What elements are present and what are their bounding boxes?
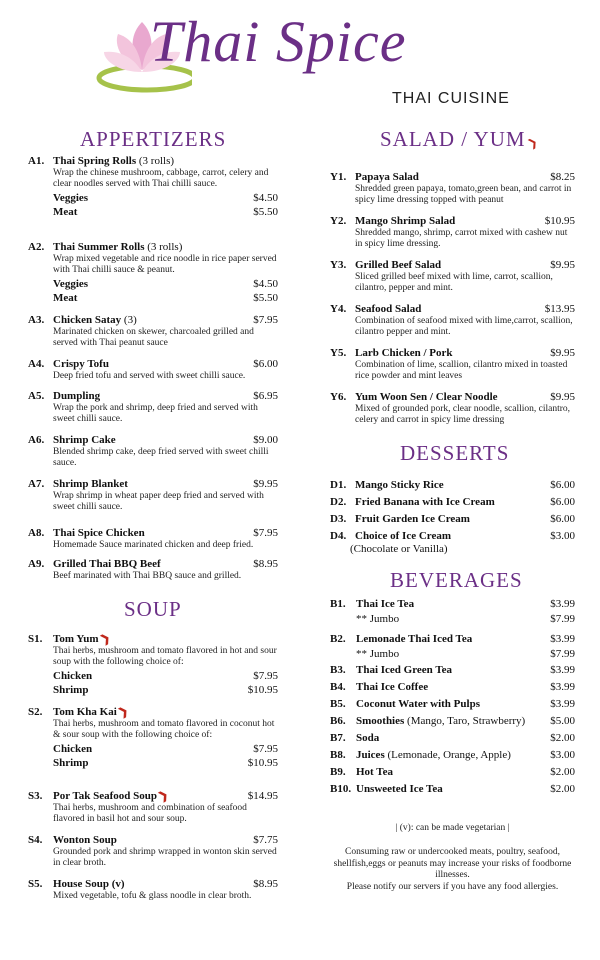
item-price: $3.99 — [550, 664, 575, 676]
item-name-note: (Lemonade, Orange, Apple) — [384, 749, 511, 761]
item-description: Wrap shrimp in wheat paper deep fried and served with sweet chilli sauce. — [53, 490, 264, 512]
item-price: $10.95 — [544, 215, 575, 227]
item-name-text: House Soup (v) — [53, 878, 125, 890]
item-description: Blended shrimp cake, deep fried served with sweet chilli sauce. — [53, 446, 269, 468]
item-code: B8. — [330, 749, 346, 761]
item-name-text: Papaya Salad — [355, 171, 419, 183]
appetizers-heading: APPERTIZERS — [80, 127, 227, 151]
item-name — [53, 834, 253, 847]
item-name — [356, 664, 550, 677]
soup-heading: SOUP — [124, 597, 182, 621]
beverage-item — [330, 633, 575, 660]
item-code: B6. — [330, 715, 346, 727]
soup-item-header — [28, 878, 278, 891]
item-name-text: Wonton Soup — [53, 834, 117, 846]
item-description: Thai herbs, mushroom and tomato flavored in coconut hot & sour soup with the following choice of: — [53, 718, 275, 740]
item-code: A6. — [28, 434, 45, 446]
item-name — [356, 715, 550, 728]
item-code: Y3. — [330, 259, 347, 271]
beverage-item-header — [330, 698, 575, 711]
soup-item — [28, 878, 278, 902]
item-price: $9.95 — [550, 259, 575, 271]
item-price: $6.00 — [550, 513, 575, 525]
item-code: A3. — [28, 314, 45, 326]
item-description: Deep fried tofu and served with sweet chilli sauce. — [53, 370, 246, 381]
item-code: Y6. — [330, 391, 347, 403]
item-code: B9. — [330, 766, 346, 778]
item-price: $2.00 — [550, 766, 575, 778]
item-code: A2. — [28, 241, 45, 253]
item-name-text: Hot Tea — [356, 766, 393, 778]
item-price: $2.00 — [550, 732, 575, 744]
item-code: B1. — [330, 598, 346, 610]
item-code: S1. — [28, 633, 43, 645]
item-name — [356, 633, 550, 646]
item-description: Mixed of grounded pork, clear noodle, scallion, cilantro, celery and carrot in spicy lime dressing — [355, 403, 571, 425]
beverage-item — [330, 664, 575, 677]
beverage-item — [330, 732, 575, 745]
item-price: $6.00 — [550, 496, 575, 508]
item-name-text: Seafood Salad — [355, 303, 422, 315]
item-name-text: Grilled Beef Salad — [355, 259, 442, 271]
item-price: $6.00 — [550, 479, 575, 491]
item-price: $3.99 — [550, 698, 575, 710]
soup-list — [28, 0, 278, 960]
soup-item — [28, 834, 278, 870]
brand-title: Thai Spice — [150, 9, 407, 74]
option-price: $7.95 — [253, 669, 278, 682]
item-price: $6.95 — [253, 390, 278, 402]
beverage-item — [330, 698, 575, 711]
item-price: $8.95 — [253, 878, 278, 890]
item-price: $9.95 — [550, 347, 575, 359]
item-name — [356, 783, 550, 796]
soup-item-header — [28, 834, 278, 847]
option-price: $10.95 — [247, 683, 278, 696]
option-label: Shrimp — [53, 756, 89, 769]
option-label: Chicken — [53, 669, 93, 682]
item-price: $8.25 — [550, 171, 575, 183]
option-label: Meat — [53, 205, 78, 218]
item-price: $13.95 — [544, 303, 575, 315]
item-name-text: Thai Summer Rolls — [53, 241, 145, 253]
beverage-item-header — [330, 715, 575, 728]
option-price: $4.50 — [253, 277, 278, 290]
item-option — [28, 669, 278, 683]
item-code: Y4. — [330, 303, 347, 315]
item-code: B10. — [330, 783, 352, 795]
item-code: D1. — [330, 479, 347, 491]
item-code: D2. — [330, 496, 347, 508]
item-name: Mango Sticky Rice — [355, 479, 444, 491]
item-code: A1. — [28, 155, 45, 167]
item-price: $9.00 — [253, 434, 278, 446]
chili-pepper-icon: ❯ — [156, 788, 171, 804]
item-price: $6.00 — [253, 358, 278, 370]
size-price: $7.99 — [550, 647, 575, 660]
option-label: Shrimp — [53, 683, 89, 696]
vegetarian-note: | (v): can be made vegetarian | — [395, 823, 510, 833]
option-label: Chicken — [53, 742, 93, 755]
item-description: Mixed vegetable, tofu & glass noodle in clear broth. — [53, 890, 252, 901]
item-name — [356, 681, 550, 694]
item-name-text: Thai Spice Chicken — [53, 527, 145, 539]
beverage-item — [330, 749, 575, 762]
item-name-text: Grilled Thai BBQ Beef — [53, 558, 161, 570]
brand-subtitle: THAI CUISINE — [392, 90, 510, 107]
option-label: Meat — [53, 291, 78, 304]
chili-pepper-icon: ❯ — [116, 704, 131, 720]
item-code: A4. — [28, 358, 45, 370]
item-name-note: (3 rolls) — [144, 241, 183, 253]
chili-pepper-icon: ❯ — [98, 631, 113, 647]
option-label: Veggies — [53, 191, 89, 204]
item-name: Fruit Garden Ice Cream — [355, 513, 470, 525]
item-price: $9.95 — [253, 478, 278, 490]
beverage-item-header — [330, 783, 575, 796]
item-name — [356, 749, 550, 762]
beverage-item — [330, 715, 575, 728]
item-description: Wrap the pork and shrimp, deep fried and served with sweet chilli sauce. — [53, 402, 258, 424]
item-description: Wrap mixed vegetable and rice noodle in rice paper served with Thai chilli sauce & peanut. — [53, 253, 277, 275]
item-code: Y2. — [330, 215, 347, 227]
beverage-item — [330, 766, 575, 779]
item-description: Grounded pork and shrimp wrapped in wonton skin served in clear broth. — [53, 846, 277, 868]
item-description: Wrap the chinese mushroom, cabbage, carrot, celery and clear noodles served with Thai chilli sauce. — [53, 167, 269, 189]
beverage-item-header — [330, 633, 575, 646]
item-code: S5. — [28, 878, 43, 890]
item-name-text: Mango Shrimp Salad — [355, 215, 456, 227]
allergy-notice: Please notify our servers if you have any food allergies. — [346, 882, 559, 892]
soup-item — [28, 706, 278, 770]
item-code: Y5. — [330, 347, 347, 359]
item-description: Thai herbs, mushroom and tomato flavored in hot and sour soup with the following choice of: — [53, 645, 277, 667]
item-name-text: Smoothies — [356, 715, 405, 727]
item-price: $5.00 — [550, 715, 575, 727]
option-price: $7.95 — [253, 742, 278, 755]
item-code: Y1. — [330, 171, 347, 183]
item-price: $3.00 — [550, 530, 575, 542]
option-price: $10.95 — [247, 756, 278, 769]
item-price: $9.95 — [550, 391, 575, 403]
item-name-text: Thai Iced Green Tea — [356, 664, 453, 676]
item-description: Sliced grilled beef mixed with lime, carrot, scallion, cilantro, pepper and mint. — [355, 271, 553, 293]
item-description: Shredded mango, shrimp, carrot mixed with cashew nut in spicy lime dressing. — [355, 227, 568, 249]
item-name-text: Larb Chicken / Pork — [355, 347, 453, 359]
item-name-text: Soda — [356, 732, 380, 744]
beverage-item-header — [330, 749, 575, 762]
item-code: S4. — [28, 834, 43, 846]
item-name — [356, 598, 550, 611]
item-price: $3.99 — [550, 598, 575, 610]
item-name — [53, 633, 278, 646]
item-name-note: (3 rolls) — [136, 155, 175, 167]
item-name — [356, 698, 550, 711]
beverage-item-header — [330, 664, 575, 677]
beverages-heading: BEVERAGES — [390, 568, 523, 592]
item-name — [356, 732, 550, 745]
item-code: D3. — [330, 513, 347, 525]
desserts-heading: DESSERTS — [400, 441, 510, 465]
salad-heading-text: SALAD / YUM — [380, 127, 526, 151]
beverage-size-option — [330, 648, 575, 661]
item-code: B3. — [330, 664, 346, 676]
item-name-text: Thai Ice Coffee — [356, 681, 429, 693]
item-name — [356, 766, 550, 779]
soup-item — [28, 633, 278, 697]
item-price: $3.99 — [550, 681, 575, 693]
soup-item-header — [28, 633, 278, 646]
item-name-text: Tom Yum — [53, 633, 99, 645]
item-name — [53, 706, 278, 719]
item-code: B4. — [330, 681, 346, 693]
item-description: Homemade Sauce marinated chicken and deep fried. — [53, 539, 254, 550]
item-name-text: Por Tak Seafood Soup — [53, 790, 158, 802]
item-description: Thai herbs, mushroom and combination of seafood flavored in basil hot and sour soup. — [53, 802, 247, 824]
option-price: $4.50 — [253, 191, 278, 204]
soup-item-header — [28, 706, 278, 719]
item-price: $7.75 — [253, 834, 278, 846]
item-code: B7. — [330, 732, 346, 744]
item-name-text: Thai Spring Rolls — [53, 155, 137, 167]
item-name: Choice of Ice Cream — [355, 530, 452, 542]
item-subtext: (Chocolate or Vanilla) — [350, 542, 448, 555]
item-name-text: Crispy Tofu — [53, 358, 109, 370]
item-code: S3. — [28, 790, 43, 802]
item-name-text: Thai Ice Tea — [356, 598, 415, 610]
soup-item-header — [28, 790, 278, 803]
item-description: Marinated chicken on skewer, charcoaled grilled and served with Thai peanut sauce — [53, 326, 254, 348]
item-price: $3.00 — [550, 749, 575, 761]
beverage-item-header — [330, 681, 575, 694]
item-name-text: Tom Kha Kai — [53, 706, 117, 718]
item-name-text: Chicken Satay — [53, 314, 122, 326]
beverage-item-header — [330, 732, 575, 745]
item-price: $7.95 — [253, 527, 278, 539]
item-price: $2.00 — [550, 783, 575, 795]
item-name-text: Unsweeted Ice Tea — [356, 783, 443, 795]
option-price: $5.50 — [253, 291, 278, 304]
item-option — [28, 683, 278, 697]
food-safety-warning: Consuming raw or undercooked meats, poultry, seafood, shellfish,eggs or peanuts may increase your risks of foodborne illnesses. — [333, 847, 572, 880]
item-option — [28, 756, 278, 770]
item-price: $7.95 — [253, 314, 278, 326]
size-price: $7.99 — [550, 612, 575, 625]
item-code: B5. — [330, 698, 346, 710]
item-description: Beef marinated with Thai BBQ sauce and grilled. — [53, 570, 242, 581]
beverage-item — [330, 598, 575, 625]
size-label: ** Jumbo — [356, 612, 400, 625]
option-label: Veggies — [53, 277, 89, 290]
item-name-text: Dumpling — [53, 390, 101, 402]
item-code: A9. — [28, 558, 45, 570]
item-description: Combination of lime, scallion, cilantro mixed in toasted rice powder and mint leaves — [355, 359, 568, 381]
item-code: A5. — [28, 390, 45, 402]
soup-item — [28, 790, 278, 826]
item-description: Combination of seafood mixed with lime,carrot, scallion, cilantro pepper and mint. — [355, 315, 573, 337]
item-name: Fried Banana with Ice Cream — [355, 496, 495, 508]
item-price: $3.99 — [550, 633, 575, 645]
item-price: $8.95 — [253, 558, 278, 570]
item-name-text: Lemonade Thai Iced Tea — [356, 633, 473, 645]
beverages-list — [330, 0, 575, 960]
item-name-text: Shrimp Blanket — [53, 478, 128, 490]
beverage-item — [330, 681, 575, 694]
item-code: B2. — [330, 633, 346, 645]
chili-pepper-icon: ❯ — [525, 135, 541, 151]
item-name-note: (Mango, Taro, Strawberry) — [404, 715, 526, 727]
item-code: D4. — [330, 530, 347, 542]
size-label: ** Jumbo — [356, 647, 400, 660]
item-code: S2. — [28, 706, 43, 718]
item-name-text: Coconut Water with Pulps — [356, 698, 480, 710]
item-option — [28, 742, 278, 756]
option-price: $5.50 — [253, 205, 278, 218]
item-name — [53, 790, 248, 803]
item-name-text: Juices — [356, 749, 385, 761]
item-price: $14.95 — [247, 790, 278, 802]
beverage-item-header — [330, 598, 575, 611]
item-name-text: Yum Woon Sen / Clear Noodle — [355, 391, 498, 403]
beverage-item — [330, 783, 575, 796]
item-code: A7. — [28, 478, 45, 490]
item-name-text: Shrimp Cake — [53, 434, 116, 446]
beverage-item-header — [330, 766, 575, 779]
item-code: A8. — [28, 527, 45, 539]
beverage-size-option — [330, 613, 575, 626]
item-name-note: (3) — [121, 314, 137, 326]
item-description: Shredded green papaya, tomato,green bean, and carrot in spicy lime dressing topped with peanut — [355, 183, 572, 205]
item-name — [53, 878, 253, 891]
